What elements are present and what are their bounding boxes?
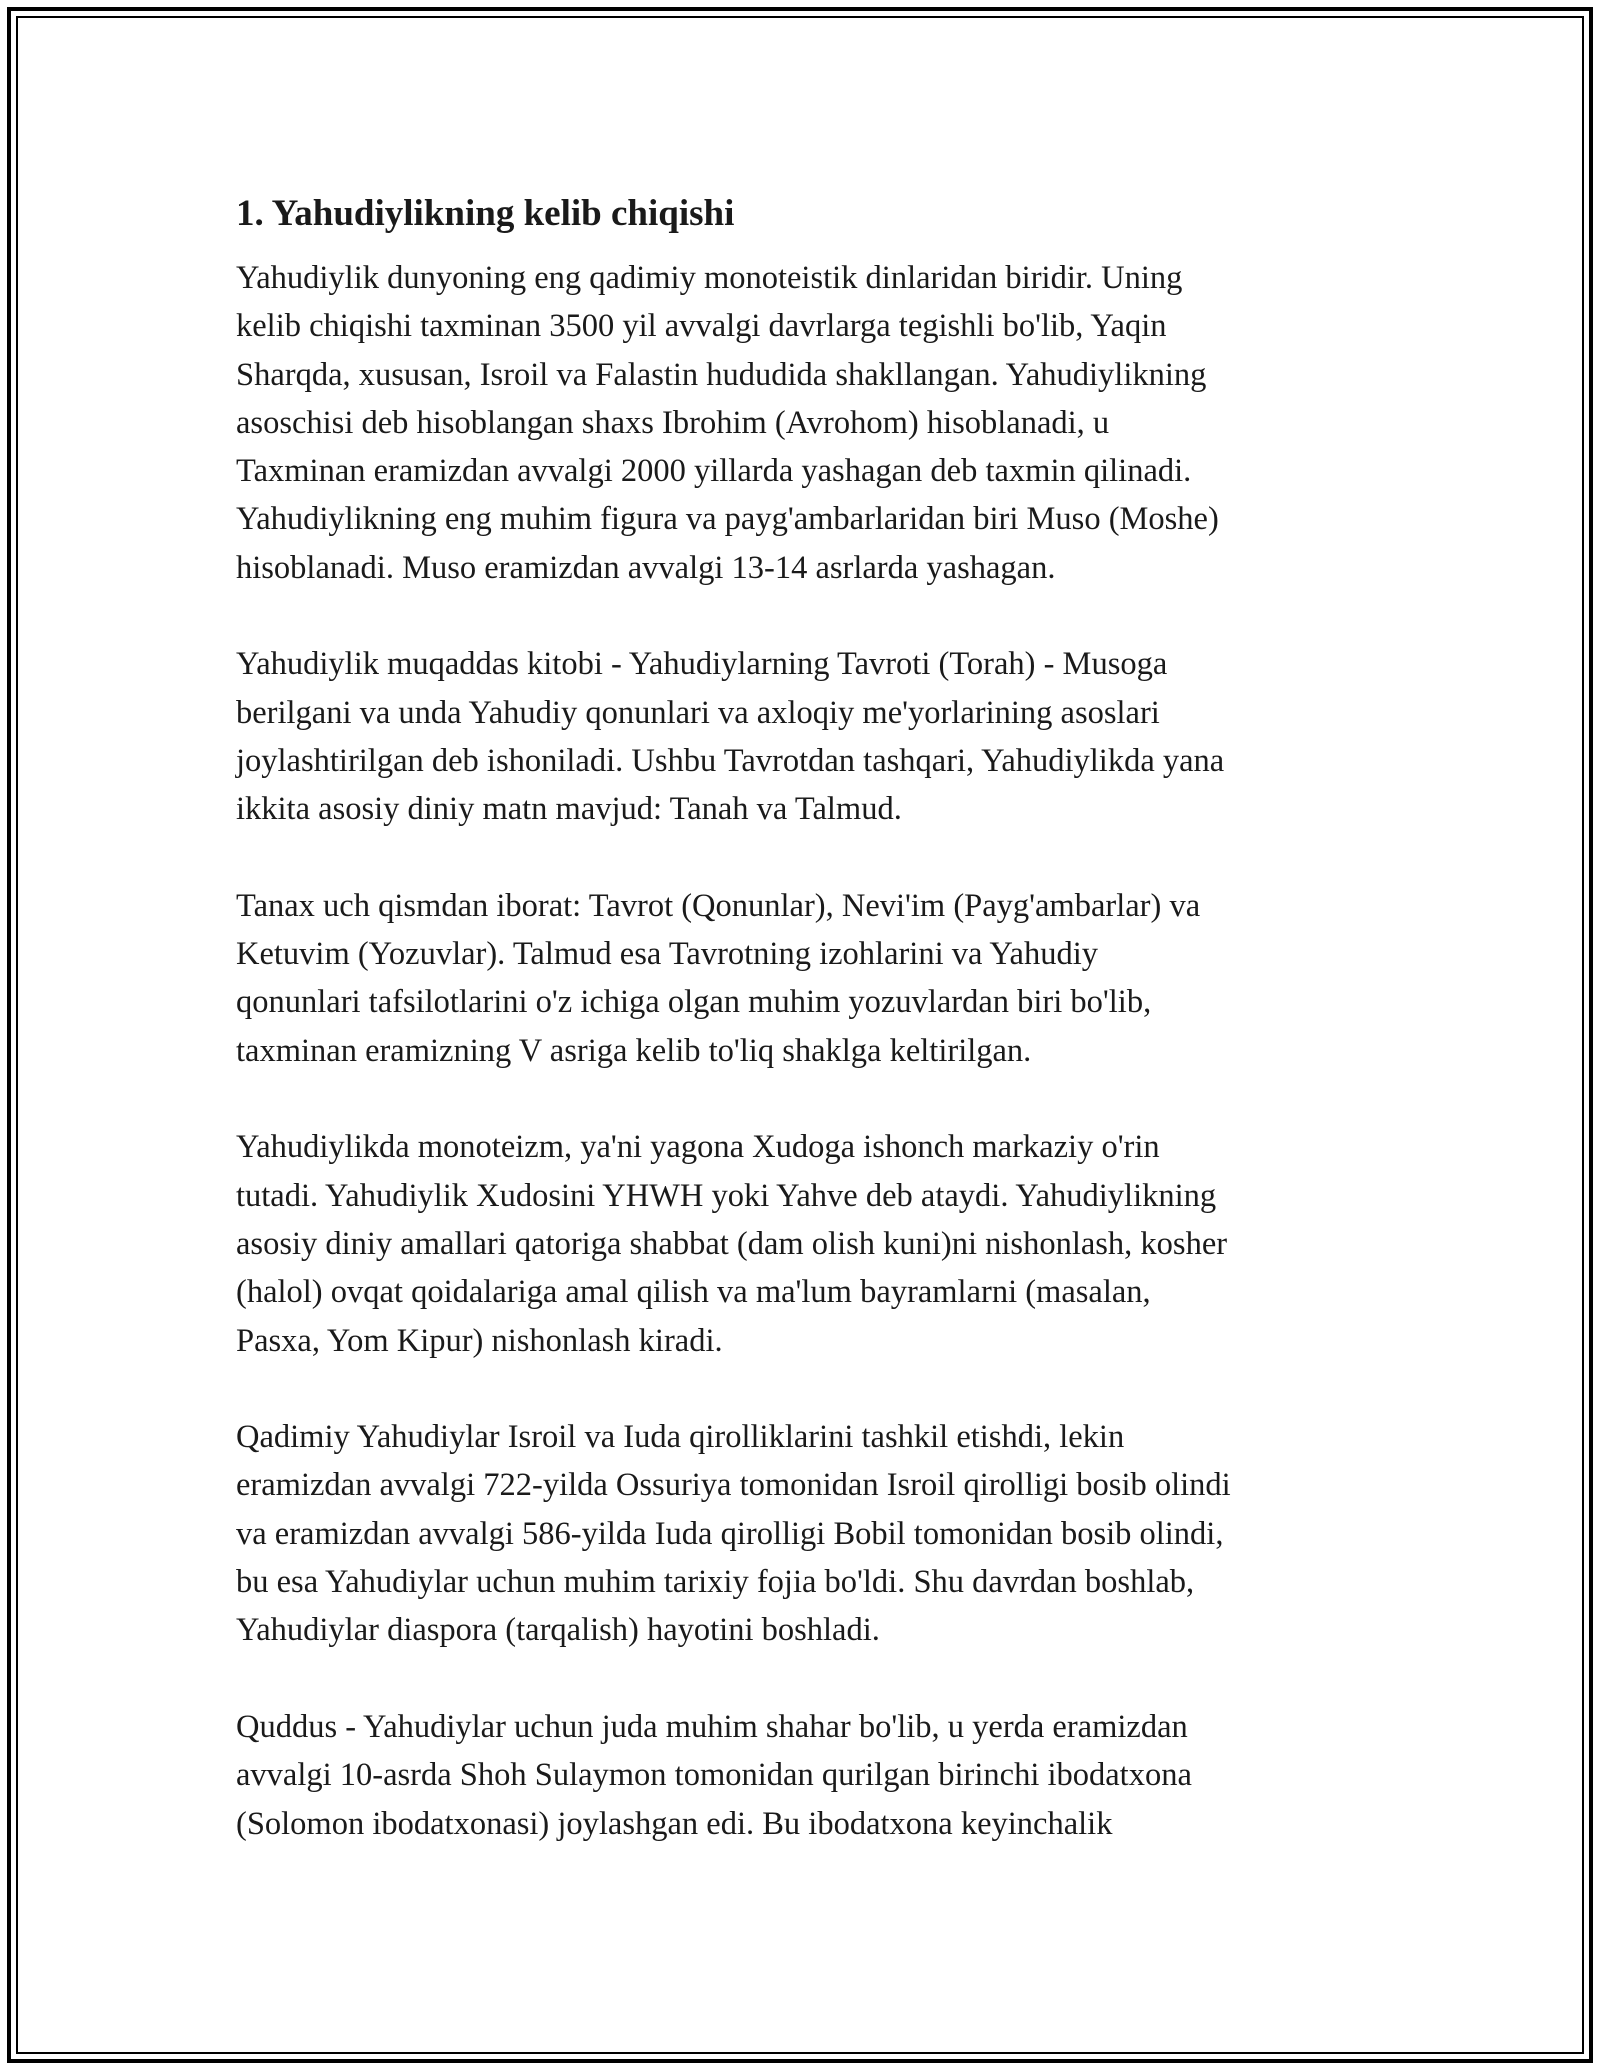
paragraph-line: Yahudiylik dunyoning eng qadimiy monoteistik dinlaridan biridir. Uning	[236, 260, 1183, 296]
paragraph	[236, 254, 1386, 592]
paragraph-line: Pasxa, Yom Kipur) nishonlash kiradi.	[236, 1322, 723, 1359]
paragraph-line: Qadimiy Yahudiylar Isroil va Iuda qirolliklarini tashkil etishdi, lekin	[236, 1419, 1125, 1456]
paragraph-line: va eramizdan avvalgi 586-yilda Iuda qirolligi Bobil tomonidan bosib olindi,	[236, 1515, 1224, 1552]
paragraph	[236, 1413, 1386, 1654]
paragraph-line: tutadi. Yahudiylik Xudosini YHWH yoki Yahve deb ataydi. Yahudiylikning	[236, 1177, 1217, 1214]
paragraph-line: Yahudiylikda monoteizm, ya'ni yagona Xudoga ishonch markaziy o'rin	[236, 1129, 1160, 1166]
section-heading: 1. Yahudiylikning kelib chiqishi	[236, 193, 735, 234]
paragraph-line: bu esa Yahudiylar uchun muhim tarixiy fojia bo'ldi. Shu davrdan boshlab,	[236, 1564, 1195, 1601]
paragraph-line: taxminan eramizning V asriga kelib to'liq shaklga keltirilgan.	[236, 1032, 1032, 1069]
paragraph-line: joylashtirilgan deb ishoniladi. Ushbu Tavrotdan tashqari, Yahudiylikda yana	[236, 742, 1225, 779]
paragraph-line: Ketuvim (Yozuvlar). Talmud esa Tavrotning izohlarini va Yahudiy	[236, 936, 1099, 973]
paragraph-line: (Solomon ibodatxonasi) joylashgan edi. Bu ibodatxona keyinchalik	[236, 1805, 1113, 1842]
paragraph-line: Yahudiylikning eng muhim figura va payg'ambarlaridan biri Muso (Moshe)	[236, 501, 1219, 538]
paragraph-line: Yahudiylar diaspora (tarqalish) hayotini boshladi.	[236, 1612, 880, 1649]
paragraph-line: Tanax uch qismdan iborat: Tavrot (Qonunlar), Nevi'im (Payg'ambarlar) va	[236, 887, 1201, 924]
paragraph-line: kelib chiqishi taxminan 3500 yil avvalgi davrlarga tegishli bo'lib, Yaqin	[236, 308, 1167, 345]
paragraph	[236, 1123, 1386, 1364]
paragraph-line: hisoblanadi. Muso eramizdan avvalgi 13-14 asrlarda yashagan.	[236, 549, 1056, 586]
paragraph	[236, 1703, 1386, 1848]
paragraph	[236, 882, 1386, 1075]
paragraph-line: avvalgi 10-asrda Shoh Sulaymon tomonidan qurilgan birinchi ibodatxona	[236, 1757, 1192, 1794]
paragraph	[236, 640, 1386, 833]
paragraph-line: ikkita asosiy diniy matn mavjud: Tanah va Talmud.	[236, 791, 902, 828]
paragraph-list	[236, 254, 1386, 1848]
paragraph-line: Taxminan eramizdan avvalgi 2000 yillarda yashagan deb taxmin qilinadi.	[236, 453, 1192, 490]
paragraph-line: qonunlari tafsilotlarini o'z ichiga olgan muhim yozuvlardan biri bo'lib,	[236, 984, 1152, 1021]
paragraph-line: berilgani va unda Yahudiy qonunlari va axloqiy me'yorlarining asoslari	[236, 694, 1160, 731]
paragraph-line: Yahudiylik muqaddas kitobi - Yahudiylarning Tavroti (Torah) - Musoga	[236, 646, 1168, 683]
paragraph-line: asoschisi deb hisoblangan shaxs Ibrohim (Avrohom) hisoblanadi, u	[236, 404, 1110, 441]
paragraph-line: Quddus - Yahudiylar uchun juda muhim shahar bo'lib, u yerda eramizdan	[236, 1708, 1188, 1745]
document-body	[236, 186, 1386, 1896]
paragraph-line: (halol) ovqat qoidalariga amal qilish va ma'lum bayramlarni (masalan,	[236, 1274, 1151, 1311]
paragraph-line: asosiy diniy amallari qatoriga shabbat (dam olish kuni)ni nishonlash, kosher	[236, 1225, 1228, 1262]
paragraph-line: Sharqda, xususan, Isroil va Falastin hududida shakllangan. Yahudiylikning	[236, 356, 1207, 393]
paragraph-line: eramizdan avvalgi 722-yilda Ossuriya tomonidan Isroil qirolligi bosib olindi	[236, 1467, 1231, 1504]
